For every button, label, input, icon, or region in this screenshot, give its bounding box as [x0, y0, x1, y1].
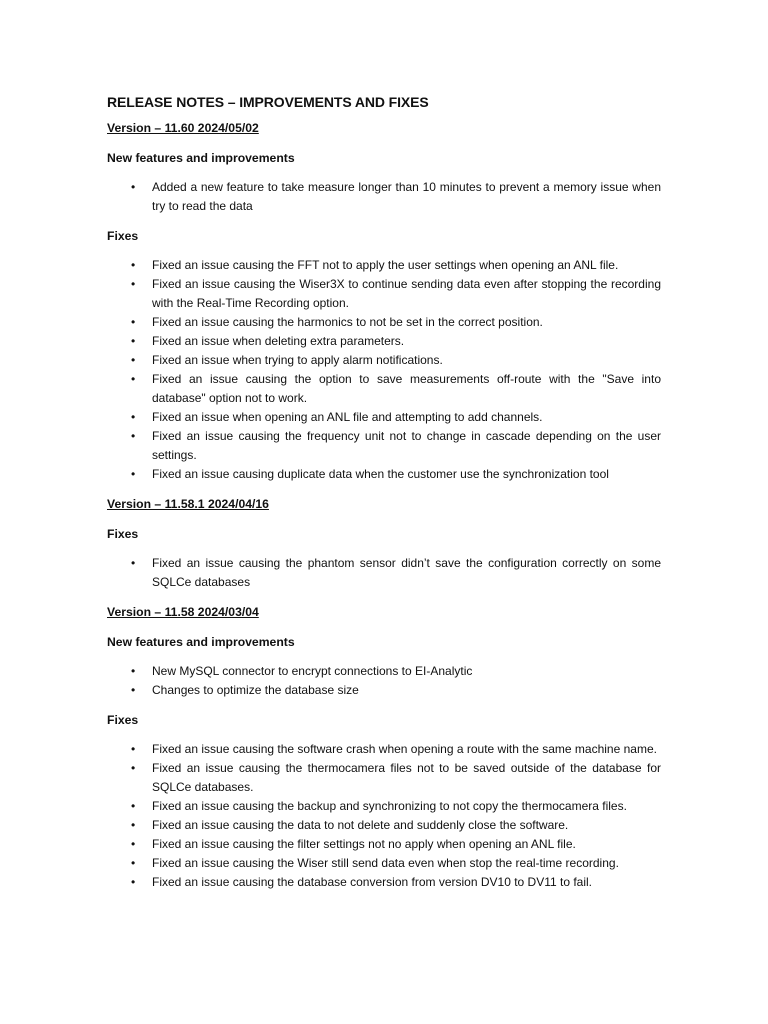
new-features-list [107, 662, 661, 700]
bullet-icon: • [131, 258, 136, 272]
list-item [107, 554, 661, 592]
list-item [107, 662, 661, 681]
list-item [107, 835, 661, 854]
list-item [107, 681, 661, 700]
fixes-heading: Fixes [107, 229, 139, 243]
bullet-icon: • [131, 353, 136, 367]
fixes-list [107, 554, 661, 592]
list-item-text: Fixed an issue causing the FFT not to apply the user settings when opening an ANL file. [152, 258, 619, 272]
bullet-icon: • [131, 799, 136, 813]
list-item [107, 178, 661, 216]
list-item-text: Fixed an issue causing the Wiser still send data even when stop the real-time recording. [152, 856, 619, 870]
list-item-text: Fixed an issue causing the phantom sensor didn’t save the configuration correctly on some SQLCe databases [152, 556, 661, 589]
list-item-text: Fixed an issue causing the option to save measurements off-route with the "Save into database" option not to work. [152, 372, 661, 405]
bullet-icon: • [131, 410, 136, 424]
list-item-text: Fixed an issue causing the filter settings not no apply when opening an ANL file. [152, 837, 576, 851]
new-features-list [107, 178, 661, 216]
bullet-icon: • [131, 467, 136, 481]
list-item [107, 797, 661, 816]
bullet-icon: • [131, 664, 136, 678]
list-item-text: Fixed an issue when trying to apply alarm notifications. [152, 353, 443, 367]
list-item [107, 759, 661, 797]
list-item-text: Fixed an issue causing the software crash when opening a route with the same machine name. [152, 742, 657, 756]
bullet-icon: • [131, 683, 136, 697]
list-item-text: Fixed an issue causing the Wiser3X to continue sending data even after stopping the recording with the Real-Time Recording option. [152, 277, 661, 310]
version-block [107, 496, 661, 592]
list-item [107, 408, 661, 427]
list-item [107, 427, 661, 465]
list-item [107, 854, 661, 873]
bullet-icon: • [131, 556, 136, 570]
list-item-text: Fixed an issue causing the thermocamera files not to be saved outside of the database for SQLCe databases. [152, 761, 661, 794]
version-block [107, 604, 661, 892]
list-item [107, 313, 661, 332]
bullet-icon: • [131, 334, 136, 348]
new-features-heading: New features and improvements [107, 151, 295, 165]
list-item-text: Fixed an issue causing the database conversion from version DV10 to DV11 to fail. [152, 875, 593, 889]
list-item [107, 351, 661, 370]
bullet-icon: • [131, 180, 136, 194]
bullet-icon: • [131, 315, 136, 329]
list-item [107, 256, 661, 275]
list-item-text: Fixed an issue causing the data to not delete and suddenly close the software. [152, 818, 569, 832]
bullet-icon: • [131, 277, 136, 291]
version-heading: Version – 11.60 2024/05/02 [107, 121, 259, 135]
bullet-icon: • [131, 761, 136, 775]
list-item-text: Fixed an issue causing the harmonics to not be set in the correct position. [152, 315, 543, 329]
new-features-heading: New features and improvements [107, 635, 295, 649]
list-item [107, 740, 661, 759]
list-item-text: Fixed an issue causing duplicate data when the customer use the synchronization tool [152, 467, 609, 481]
list-item-text: Fixed an issue when deleting extra parameters. [152, 334, 405, 348]
list-item [107, 873, 661, 892]
list-item-text: Fixed an issue when opening an ANL file and attempting to add channels. [152, 410, 543, 424]
list-item-text: Fixed an issue causing the frequency unit not to change in cascade depending on the user settings. [152, 429, 661, 462]
list-item-text: Added a new feature to take measure longer than 10 minutes to prevent a memory issue when try to read the data [152, 180, 661, 213]
bullet-icon: • [131, 372, 136, 386]
list-item [107, 275, 661, 313]
fixes-heading: Fixes [107, 527, 139, 541]
list-item-text: New MySQL connector to encrypt connections to EI-Analytic [152, 664, 473, 678]
list-item-text: Changes to optimize the database size [152, 683, 359, 697]
versions-container [107, 120, 661, 892]
release-notes-page [107, 92, 661, 904]
bullet-icon: • [131, 818, 136, 832]
list-item-text: Fixed an issue causing the backup and synchronizing to not copy the thermocamera files. [152, 799, 627, 813]
list-item [107, 332, 661, 351]
bullet-icon: • [131, 837, 136, 851]
fixes-list [107, 256, 661, 484]
fixes-heading: Fixes [107, 713, 139, 727]
version-block [107, 120, 661, 484]
bullet-icon: • [131, 742, 136, 756]
list-item [107, 465, 661, 484]
fixes-list [107, 740, 661, 892]
list-item [107, 370, 661, 408]
version-heading: Version – 11.58.1 2024/04/16 [107, 497, 269, 511]
bullet-icon: • [131, 856, 136, 870]
list-item [107, 816, 661, 835]
bullet-icon: • [131, 875, 136, 889]
page-title: RELEASE NOTES – IMPROVEMENTS AND FIXES [107, 94, 429, 110]
bullet-icon: • [131, 429, 136, 443]
version-heading: Version – 11.58 2024/03/04 [107, 605, 259, 619]
